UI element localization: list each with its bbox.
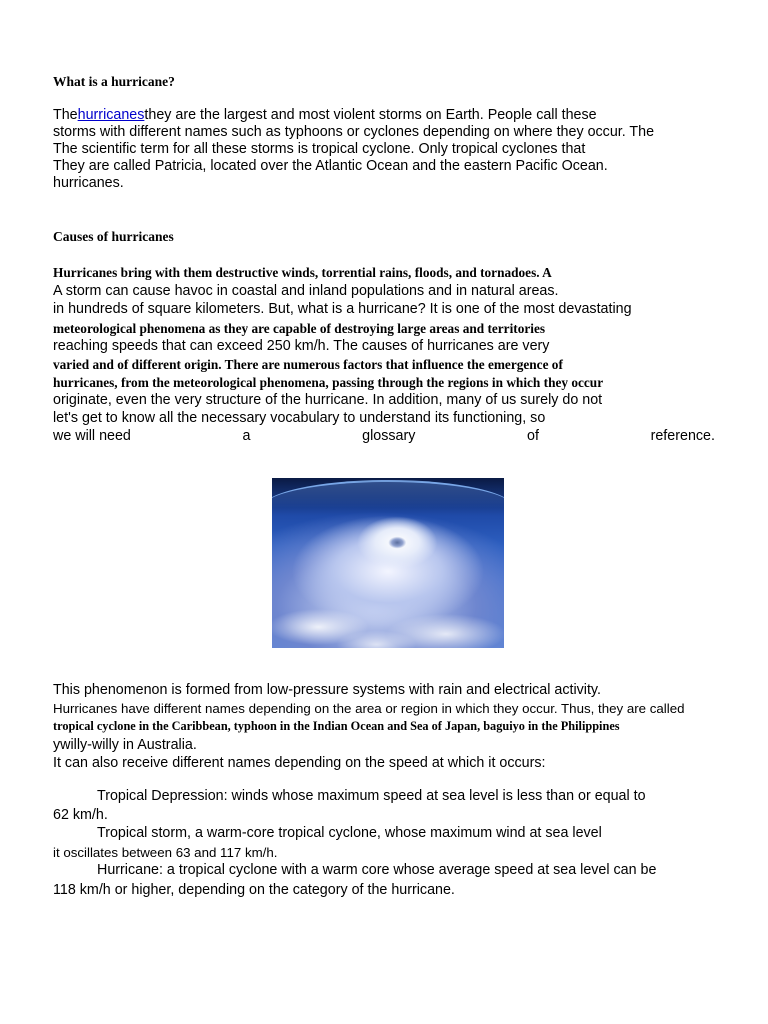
heading-what-is-hurricane: What is a hurricane? xyxy=(53,74,175,89)
bullet-3-line-1: Hurricane: a tropical cyclone with a warm core whose average speed at sea level can be xyxy=(97,862,657,878)
para2-line-4: meteorological phenomena as they are capable of destroying large areas and territories xyxy=(53,321,546,336)
para2-line-7: hurricanes, from the meteorological phenomena, passing through the regions in which they occur xyxy=(53,375,604,390)
para2-line-9: let's get to know all the necessary vocabulary to understand its functioning, so xyxy=(53,410,546,426)
para2-line-10-word-5: reference. xyxy=(650,428,715,444)
para3-line-5: It can also receive different names depending on the speed at which it occurs: xyxy=(53,755,546,771)
para1-line-1-rest: they are the largest and most violent storms on Earth. People call these xyxy=(144,107,597,123)
para1-line-1 xyxy=(53,107,718,124)
bullet-1-line-1: Tropical Depression: winds whose maximum speed at sea level is less than or equal to xyxy=(97,788,646,804)
hurricane-satellite-image xyxy=(272,478,504,648)
para1-line-4: They are called Patricia, located over the Atlantic Ocean and the eastern Pacific Ocean. xyxy=(53,158,608,174)
para1-prefix: The xyxy=(53,107,78,123)
para2-line-3: in hundreds of square kilometers. But, what is a hurricane? It is one of the most devastating xyxy=(53,301,632,317)
cloud-bands xyxy=(272,578,504,648)
bullet-2-line-2: it oscillates between 63 and 117 km/h. xyxy=(53,845,278,860)
bullet-1-line-2: 62 km/h. xyxy=(53,807,108,823)
para3-line-2: Hurricanes have different names depending on the area or region in which they occur. Thus, they are called xyxy=(53,701,685,716)
para3-line-4: ywilly-willy in Australia. xyxy=(53,737,197,753)
bullet-2-line-1: Tropical storm, a warm-core tropical cyclone, whose maximum wind at sea level xyxy=(97,825,602,841)
para1-line-5: hurricanes. xyxy=(53,175,124,191)
para2-line-10-word-2: a xyxy=(242,428,251,444)
para2-line-2: A storm can cause havoc in coastal and inland populations and in natural areas. xyxy=(53,283,559,299)
para2-line-10-word-1: we will need xyxy=(53,428,131,444)
para1-line-3: The scientific term for all these storms is tropical cyclone. Only tropical cyclones that xyxy=(53,141,586,157)
para2-line-10-word-3: glossary xyxy=(362,428,416,444)
para2-line-6: varied and of different origin. There are numerous factors that influence the emergence of xyxy=(53,357,563,372)
para2-line-10 xyxy=(53,428,715,445)
para2-line-8: originate, even the very structure of the hurricane. In addition, many of us surely do not xyxy=(53,392,603,408)
para1-line-2: storms with different names such as typhoons or cyclones depending on where they occur. The xyxy=(53,124,655,140)
para2-line-10-word-4: of xyxy=(527,428,539,444)
para3-line-3: tropical cyclone in the Caribbean, typhoon in the Indian Ocean and Sea of Japan, baguiyo in the Philippines xyxy=(53,719,620,733)
para3-line-1: This phenomenon is formed from low-pressure systems with rain and electrical activity. xyxy=(53,682,601,698)
para2-line-5: reaching speeds that can exceed 250 km/h. The causes of hurricanes are very xyxy=(53,338,550,354)
heading-causes: Causes of hurricanes xyxy=(53,229,174,244)
atmosphere-edge xyxy=(272,480,504,508)
para2-line-1: Hurricanes bring with them destructive winds, torrential rains, floods, and tornadoes. A xyxy=(53,265,552,280)
hurricanes-link[interactable]: hurricanes xyxy=(77,107,145,123)
bullet-3-line-2: 118 km/h or higher, depending on the category of the hurricane. xyxy=(53,882,455,898)
